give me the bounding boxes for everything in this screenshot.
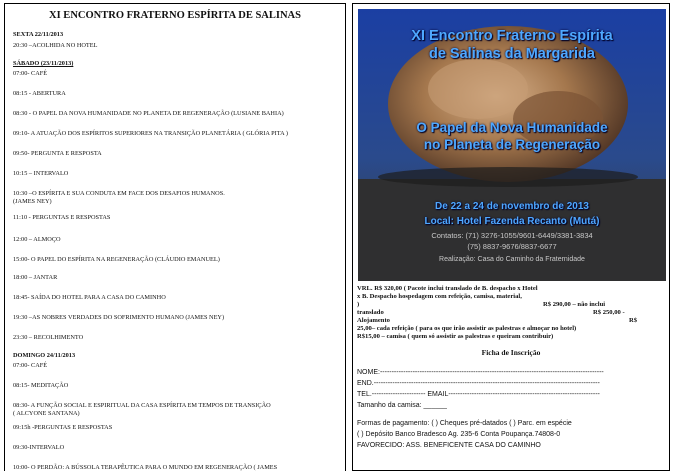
program-entry: 18:45- SAÍDA DO HOTEL PARA A CASA DO CAMINHO bbox=[13, 294, 166, 301]
price-line7: R$15,00 – camisa ( quem só assistir as palestras e queiram contribuir) bbox=[357, 333, 554, 340]
form-payment-options[interactable]: Formas de pagamento: ( ) Cheques pré-datados ( ) Parc. em espécie bbox=[357, 420, 572, 427]
poster-location: Local: Hotel Fazenda Recanto (Mutá) bbox=[424, 216, 600, 227]
price-line4-left: translado bbox=[357, 309, 384, 316]
poster-dates: De 22 a 24 de novembro de 2013 bbox=[435, 201, 589, 212]
program-entry: 08:30- A FUNÇÃO SOCIAL E ESPIRITUAL DA CASA ESPÍRITA EM TEMPOS DE TRANSIÇÃO ( ALCYONE SANTANA) bbox=[13, 402, 271, 417]
poster-contacts-line1: Contatos: (71) 3276-1055/9601-6449/3381-3834 bbox=[431, 231, 593, 240]
program-entry: 23:30 – RECOLHIMENTO bbox=[13, 334, 84, 341]
program-entry: 07:00- CAFÉ bbox=[13, 70, 48, 77]
program-entry: SEXTA 22/11/2013 bbox=[13, 31, 64, 38]
event-poster bbox=[358, 9, 666, 281]
program-entry: 12:00 – ALMOÇO bbox=[13, 236, 61, 243]
price-line5-left: Alojamento bbox=[357, 317, 390, 324]
price-line6: 25,00– cada refeição ( para os que irão assistir as palestras e almoçar no hotel) bbox=[357, 325, 577, 332]
program-entry: 07:00- CAFÉ bbox=[13, 362, 48, 369]
program-entry: 08:15- MEDITAÇÃO bbox=[13, 382, 69, 389]
price-line1: VRL. R$ 320,00 ( Pacote inclui translado de B. despacho x Hotel bbox=[357, 285, 538, 292]
program-entry: 15:00- O PAPEL DO ESPÍRITA NA REGENERAÇÃO (CLÁUDIO EMANUEL) bbox=[13, 256, 220, 263]
form-beneficiary: FAVORECIDO: ASS. BENEFICENTE CASA DO CAMINHO bbox=[357, 442, 541, 449]
program-panel bbox=[4, 3, 346, 471]
program-entry: SÁBADO (23/11/2013) bbox=[13, 60, 74, 67]
poster-organizer: Realização: Casa do Caminho da Fraternidade bbox=[439, 256, 585, 263]
program-entry: 18:00 – JANTAR bbox=[13, 274, 58, 281]
program-entry: 20:30 –ACOLHIDA NO HOTEL bbox=[13, 42, 98, 49]
program-entry: 08:30 - O PAPEL DA NOVA HUMANIDADE NO PLANETA DE REGENERAÇÃO (LUSIANE BAHIA) bbox=[13, 110, 284, 117]
form-shirt-size-field[interactable]: Tamanho da camisa: ______ bbox=[357, 402, 447, 409]
price-line2: x B. Despacho hospedagem com refeição, camisa, material, bbox=[357, 293, 522, 300]
price-line3-left: ) bbox=[357, 301, 360, 308]
price-line4-right: R$ 250,00 - bbox=[593, 309, 625, 316]
poster-title-line2: de Salinas da Margarida bbox=[428, 46, 595, 62]
form-address-field[interactable]: END.------------------------------------------------------------------------------------------------- bbox=[357, 380, 600, 387]
program-entry: 19:30 –AS NOBRES VERDADES DO SOFRIMENTO HUMANO (JAMES NEY) bbox=[13, 314, 225, 321]
program-entry: 09:10- A ATUAÇÃO DOS ESPÍRITOS SUPERIORES NA TRANSIÇÃO PLANETÁRIA ( GLÓRIA PITA ) bbox=[13, 130, 288, 137]
program-entry: 09:50- PERGUNTA E RESPOSTA bbox=[13, 150, 102, 157]
price-line3-right: R$ 290,00 – não inclui bbox=[543, 301, 606, 308]
poster-contacts-line2: (75) 8837-9676/8837-6677 bbox=[467, 242, 557, 251]
program-entry: 11:10 - PERGUNTAS E RESPOSTAS bbox=[13, 214, 111, 221]
program-entry: 09:15h -PERGUNTAS E RESPOSTAS bbox=[13, 424, 113, 431]
program-entry: 10:30 –O ESPÍRITA E SUA CONDUTA EM FACE DOS DESAFIOS HUMANOS. (JAMES NEY) bbox=[13, 190, 225, 205]
form-tel-email-field[interactable]: TEL.----------------------- EMAIL----------------------------------------------------------------- bbox=[357, 391, 600, 398]
program-entry: 10:15 – INTERVALO bbox=[13, 170, 69, 177]
program-title: XI ENCONTRO FRATERNO ESPÍRITA DE SALINAS bbox=[49, 10, 301, 21]
poster-title-line1: XI Encontro Fraterno Espírita bbox=[411, 28, 613, 44]
poster-theme-line2: no Planeta de Regeneração bbox=[423, 137, 601, 152]
price-line5-right: R$ bbox=[629, 317, 638, 324]
form-heading: Ficha de Inscrição bbox=[481, 348, 541, 357]
form-name-field[interactable]: NOME:------------------------------------------------------------------------------------------------ bbox=[357, 369, 604, 376]
program-entry: 08:15 - ABERTURA bbox=[13, 90, 66, 97]
poster-theme-line1: O Papel da Nova Humanidade bbox=[416, 120, 608, 135]
program-entry: DOMINGO 24/11/2013 bbox=[13, 352, 76, 359]
program-entry: 09:30-INTERVALO bbox=[13, 444, 65, 451]
program-entry: 10:00- O PERDÃO: A BÚSSOLA TERAPÊUTICA PARA O MUNDO EM REGENERAÇÃO ( JAMES bbox=[13, 464, 278, 471]
poster-panel bbox=[352, 3, 670, 471]
form-deposit-info: ( ) Depósito Banco Bradesco Ag. 235-6 Conta Poupança.74808-0 bbox=[357, 431, 561, 438]
